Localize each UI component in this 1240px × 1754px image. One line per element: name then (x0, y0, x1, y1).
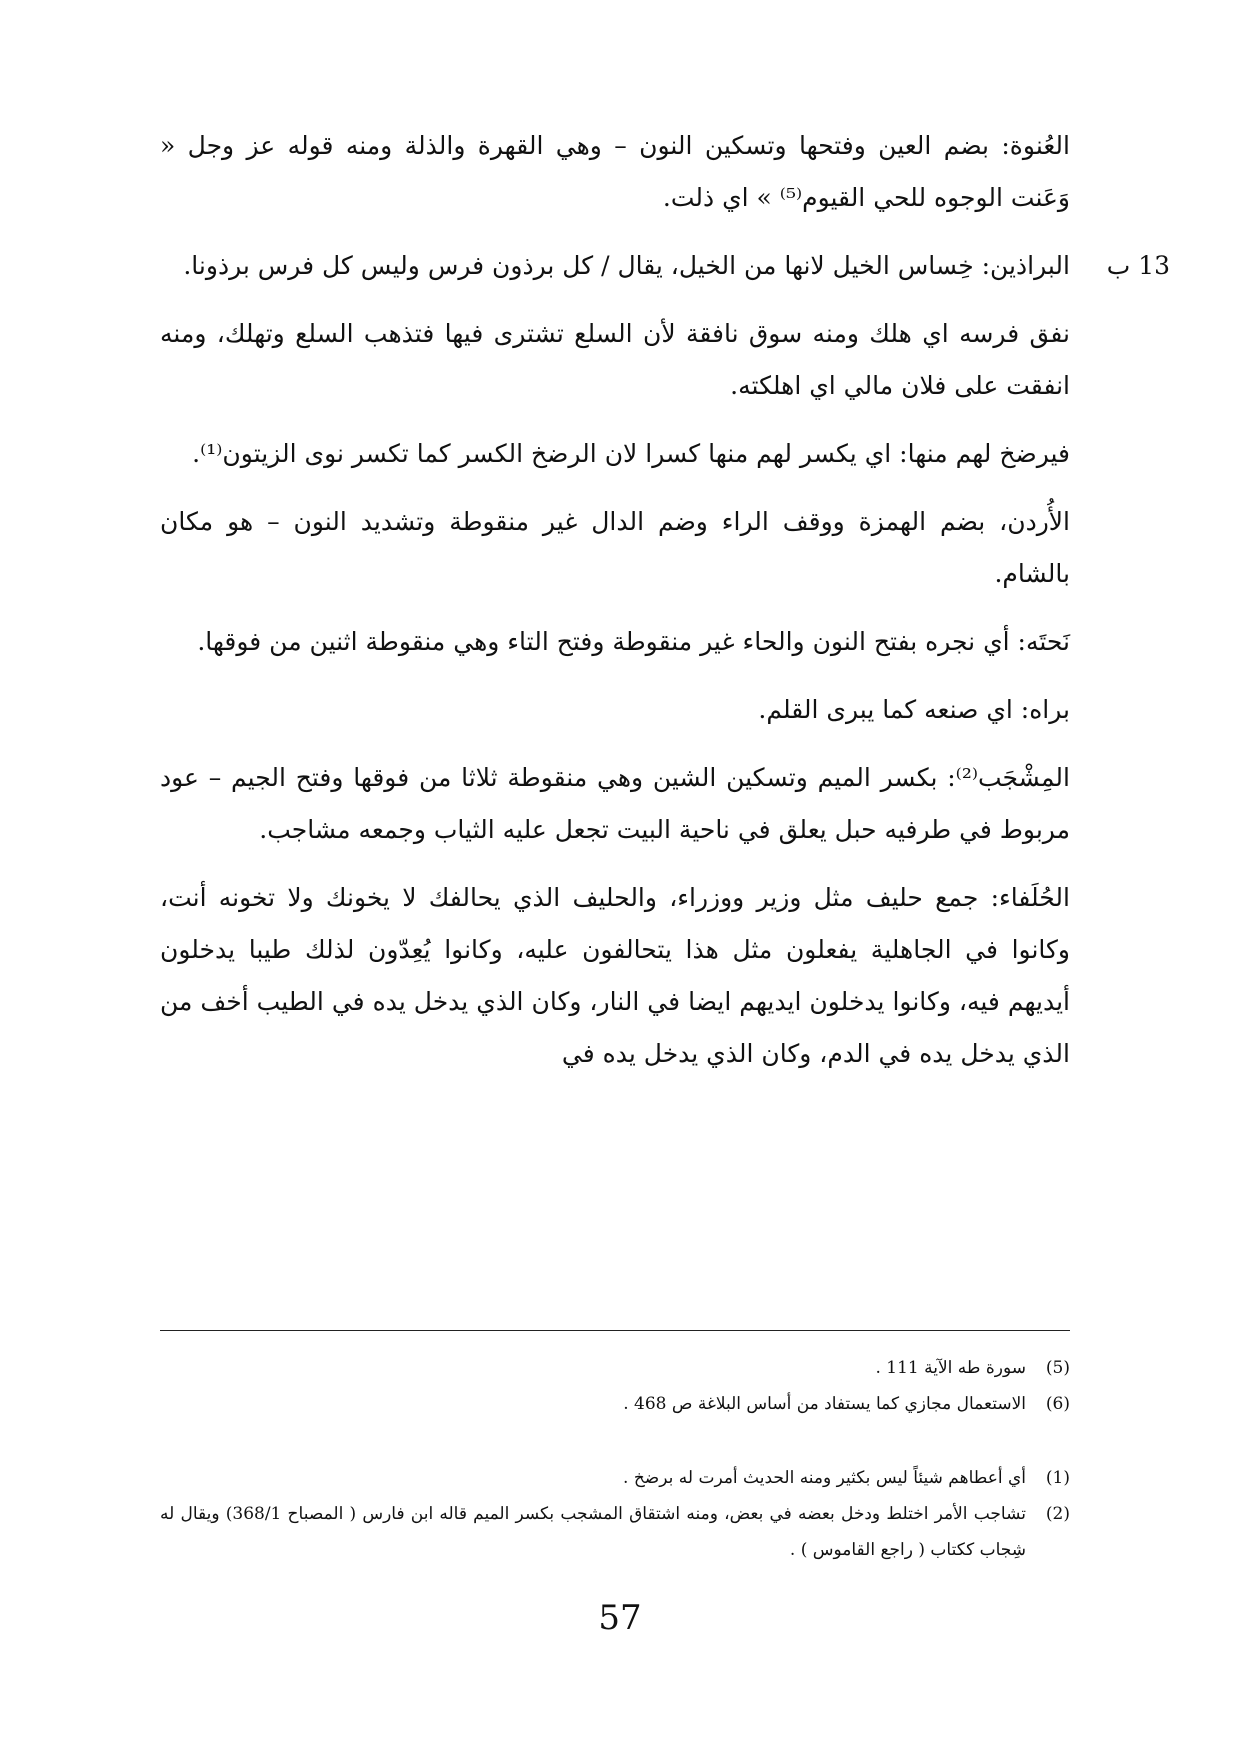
entry-unwa: العُنوة: بضم العين وفتحها وتسكين النون – وهي القهرة والذلة ومنه قوله عز وجل « وَعَنت الوجوه للحي القيوم⁽⁵⁾ » اي ذلت. (160, 131, 1070, 212)
entry-barathin-wrap (160, 240, 1170, 292)
footnote-item (160, 1460, 1070, 1496)
entry-urdun: الأُردن، بضم الهمزة ووقف الراء وضم الدال غير منقوطة وتشديد النون – هو مكان بالشام. (160, 507, 1070, 588)
page-body (160, 120, 1170, 1560)
footnote-text: أي أعطاهم شيئاً ليس بكثير ومنه الحديث أمرت له برضخ . (623, 1468, 1026, 1488)
footnote-text: الاستعمال مجازي كما يستفاد من أساس البلاغة ص 468 . (623, 1394, 1026, 1414)
footnote-divider (160, 1330, 1070, 1331)
entry-mishjab: المِشْجَب⁽²⁾: بكسر الميم وتسكين الشين وهي منقوطة ثلاثا من فوقها وفتح الجيم – عود مربوط في طرفيه حبل يعلق في ناحية البيت تجعل عليه الثياب وجمعه مشاجب. (160, 763, 1070, 844)
footnote-item (160, 1350, 1070, 1386)
entry-yardakh: فيرضخ لهم منها: اي يكسر لهم منها كسرا لان الرضخ الكسر كما تكسر نوى الزيتون⁽¹⁾. (192, 439, 1070, 468)
entry-barah: براه: اي صنعه كما يبرى القلم. (758, 695, 1070, 724)
entry-nafaq: نفق فرسه اي هلك ومنه سوق نافقة لأن السلع تشترى فيها فتذهب السلع وتهلك، ومنه انفقت على فلان مالي اي اهلكته. (160, 319, 1070, 400)
marginal-folio-note: 13 ب (1106, 251, 1170, 280)
footnote-text: سورة طه الآية 111 . (875, 1358, 1026, 1378)
page-number: 57 (598, 1598, 642, 1638)
footnote-number: (1) (1045, 1468, 1070, 1488)
entry-hulafa: الحُلَفاء: جمع حليف مثل وزير ووزراء، والحليف الذي يحالفك لا يخونك ولا تخونه أنت، وكانوا في الجاهلية يفعلون مثل هذا يتحالفون عليه، وكانوا يُعِدّون لذلك طيبا يدخلون أيديهم فيه، وكانوا يدخلون ايديهم ايضا في النار، وكان الذي يدخل يده في الطيب أخف من الذي يدخل يده في الدم، وكان الذي يدخل يده في (160, 883, 1070, 1068)
entry-barathin: البراذين: خِساس الخيل لانها من الخيل، يقال / كل برذون فرس وليس كل فرس برذونا. (183, 251, 1070, 280)
footnote-number: (5) (1045, 1358, 1070, 1378)
footnote-number: (6) (1045, 1394, 1070, 1414)
entry-nahatah: نَحتَه: أي نجره بفتح النون والحاء غير منقوطة وفتح التاء وهي منقوطة اثنين من فوقها. (197, 627, 1070, 656)
footnotes-group-a (160, 1350, 1070, 1422)
footnote-number: (2) (1045, 1504, 1070, 1524)
footnote-text: تشاجب الأمر اختلط ودخل بعضه في بعض، ومنه اشتقاق المشجب بكسر الميم قاله ابن فارس ( المصباح 368/1) ويقال له شِجاب ككتاب ( راجع القاموس ) . (160, 1504, 1026, 1560)
footnote-item (160, 1386, 1070, 1422)
footnote-item (160, 1496, 1070, 1568)
footnotes-group-b (160, 1460, 1070, 1568)
